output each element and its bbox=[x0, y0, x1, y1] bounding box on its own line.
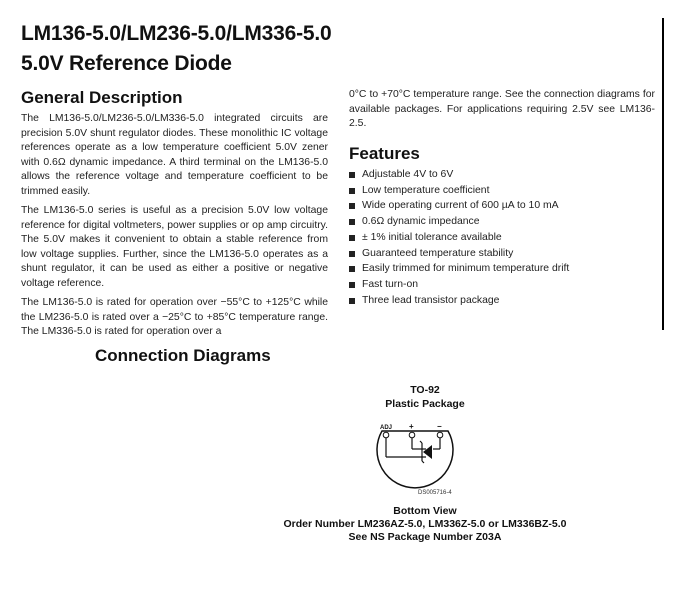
general-description-heading: General Description bbox=[21, 88, 183, 107]
description-paragraph: The LM136-5.0 is rated for operation over −55°C to +125°C while the LM236-5.0 is rated over a −25°C to +85°C temperature range. The LM336-5.0 is rated for operation over a bbox=[21, 297, 328, 337]
features-heading: Features bbox=[349, 144, 420, 163]
feature-item: 0.6Ω dynamic impedance bbox=[349, 214, 569, 230]
order-number-text: Order Number LM236AZ-5.0, LM336Z-5.0 or LM336BZ-5.0 bbox=[283, 518, 567, 530]
feature-item: Adjustable 4V to 6V bbox=[349, 167, 569, 183]
datasheet-subtitle: 5.0V Reference Diode bbox=[21, 52, 232, 75]
datasheet-title: LM136-5.0/LM236-5.0/LM336-5.0 bbox=[21, 22, 332, 45]
to92-package-diagram bbox=[370, 415, 460, 495]
features-list bbox=[349, 167, 569, 308]
feature-item: Easily trimmed for minimum temperature drift bbox=[349, 261, 569, 277]
feature-item: Wide operating current of 600 µA to 10 mA bbox=[349, 198, 569, 214]
margin-rule bbox=[662, 18, 664, 330]
general-description-body bbox=[21, 112, 328, 345]
description-paragraph: The LM136-5.0 series is useful as a precision 5.0V low voltage reference for digital voltmeters, power supplies or op amp circuitry. The 5.0V makes it convenient to obtain a stable reference from low voltage supplies. Further, since the LM136-5.0 operates as a shunt regulator, it can be used as either a positive or negative voltage reference. bbox=[21, 205, 328, 289]
package-name: TO-92 bbox=[410, 384, 440, 396]
connection-diagrams-heading: Connection Diagrams bbox=[95, 346, 271, 365]
description-continuation: 0°C to +70°C temperature range. See the connection diagrams for available packages. For applications requiring 2.5V see LM136-2.5. bbox=[349, 89, 655, 129]
pin-minus bbox=[437, 432, 443, 438]
feature-item: Guaranteed temperature stability bbox=[349, 246, 569, 262]
package-type: Plastic Package bbox=[385, 398, 465, 410]
pin-adj-label: ADJ bbox=[380, 425, 393, 431]
pin-minus-label: − bbox=[437, 422, 442, 431]
pin-plus bbox=[409, 432, 415, 438]
feature-item: ± 1% initial tolerance available bbox=[349, 230, 569, 246]
package-reference: See NS Package Number Z03A bbox=[348, 531, 502, 543]
feature-item: Fast turn-on bbox=[349, 277, 569, 293]
view-label: Bottom View bbox=[393, 505, 457, 517]
drawing-code: DS005716-4 bbox=[418, 490, 452, 496]
feature-item: Low temperature coefficient bbox=[349, 183, 569, 199]
pin-plus-label: + bbox=[409, 422, 414, 431]
description-paragraph: The LM136-5.0/LM236-5.0/LM336-5.0 integrated circuits are precision 5.0V shunt regulator diodes. These monolithic IC voltage references operate as a low temperature coefficient 5.0V zener with 0.6Ω dynamic impedance. A third terminal on the LM136-5.0 allows the reference voltage and temperature coefficient to be trimmed easily. bbox=[21, 113, 328, 197]
feature-item: Three lead transistor package bbox=[349, 293, 569, 309]
pin-adj bbox=[383, 432, 389, 438]
package-outline bbox=[377, 431, 453, 488]
